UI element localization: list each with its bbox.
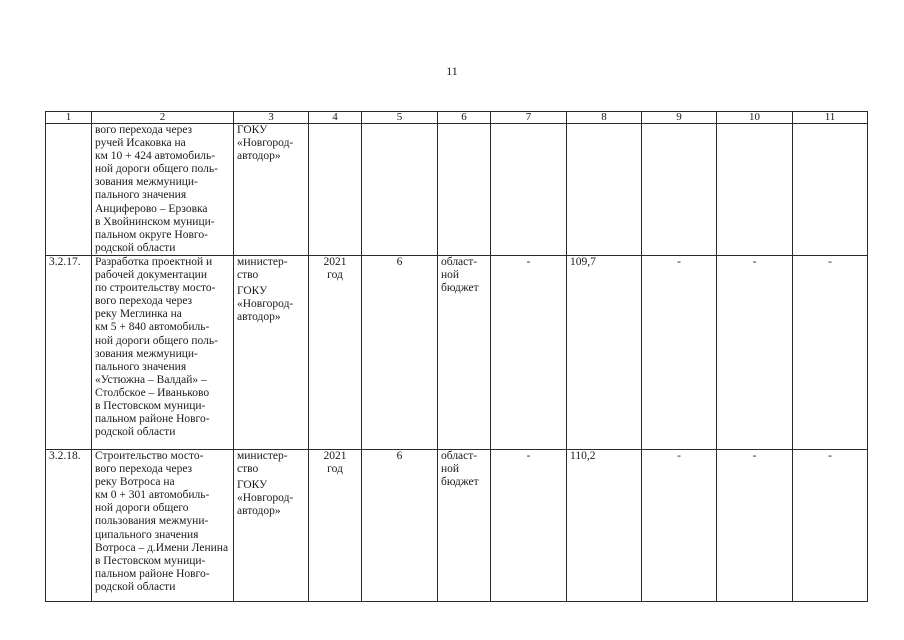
header-row	[46, 112, 868, 124]
header-cell: 1	[46, 112, 92, 124]
year-cell: 2021 год	[309, 255, 362, 449]
value-cell	[567, 124, 642, 256]
value-cell	[793, 124, 868, 256]
row-number: 3.2.18.	[46, 449, 92, 601]
target-cell	[362, 124, 438, 256]
value-cell: -	[642, 449, 717, 601]
source-cell: област- ной бюджет	[438, 255, 491, 449]
value-cell: -	[717, 449, 793, 601]
executor-line: ГОКУ «Новгород- автодор»	[237, 479, 294, 518]
value-cell	[642, 124, 717, 256]
executor-cell	[234, 449, 309, 601]
value-cell: 109,7	[567, 255, 642, 449]
activity-name: Строительство мосто- вого перехода через реку Вотроса на км 0 + 301 автомобиль- ной дороги общего пользования межмуни- ципального значения Вотроса – д.Имени Ленина в Пестовском муници- пальном районе Новго- родской области	[92, 449, 234, 601]
table-row	[46, 255, 868, 449]
header-cell: 4	[309, 112, 362, 124]
source-cell	[438, 124, 491, 256]
executor-cell	[234, 124, 309, 256]
year-cell	[309, 124, 362, 256]
value-cell	[491, 124, 567, 256]
value-cell: -	[793, 255, 868, 449]
activity-name: Разработка проектной и рабочей документации по строительству мосто- вого перехода через реку Меглинка на км 5 + 840 автомобиль- ной дороги общего поль- зования межмуници- пального значения «Устюжна – Валдай» – Столбское – Иваньково в Пестовском муници- пальном районе Новго- родской области	[92, 255, 234, 449]
target-cell: 6	[362, 255, 438, 449]
value-cell: -	[491, 255, 567, 449]
value-cell: -	[491, 449, 567, 601]
executor-line: министер- ство	[237, 449, 288, 476]
value-cell: -	[793, 449, 868, 601]
value-cell: -	[717, 255, 793, 449]
executor-line: ГОКУ «Новгород- автодор»	[237, 285, 294, 324]
year-cell: 2021 год	[309, 449, 362, 601]
value-cell: 110,2	[567, 449, 642, 601]
table-row	[46, 124, 868, 256]
row-number: 3.2.17.	[46, 255, 92, 449]
header-cell: 3	[234, 112, 309, 124]
program-table	[45, 111, 868, 602]
header-cell: 10	[717, 112, 793, 124]
header-cell: 5	[362, 112, 438, 124]
activity-name: вого перехода через ручей Исаковка на км 10 + 424 автомобиль- ной дороги общего поль- зования межмуници- пального значения Анциферово – Ерзовка в Хвойнинском муници- пальном округе Новго- родской области	[92, 124, 234, 256]
header-cell: 7	[491, 112, 567, 124]
row-number	[46, 124, 92, 256]
header-cell: 6	[438, 112, 491, 124]
header-cell: 8	[567, 112, 642, 124]
value-cell: -	[642, 255, 717, 449]
header-cell: 11	[793, 112, 868, 124]
executor-cell	[234, 255, 309, 449]
source-cell: област- ной бюджет	[438, 449, 491, 601]
header-cell: 9	[642, 112, 717, 124]
executor-line: ГОКУ «Новгород- автодор»	[237, 124, 294, 163]
page-number: 11	[446, 64, 458, 78]
value-cell	[717, 124, 793, 256]
target-cell: 6	[362, 449, 438, 601]
executor-line: министер- ство	[237, 255, 288, 282]
header-cell: 2	[92, 112, 234, 124]
table-row	[46, 449, 868, 601]
